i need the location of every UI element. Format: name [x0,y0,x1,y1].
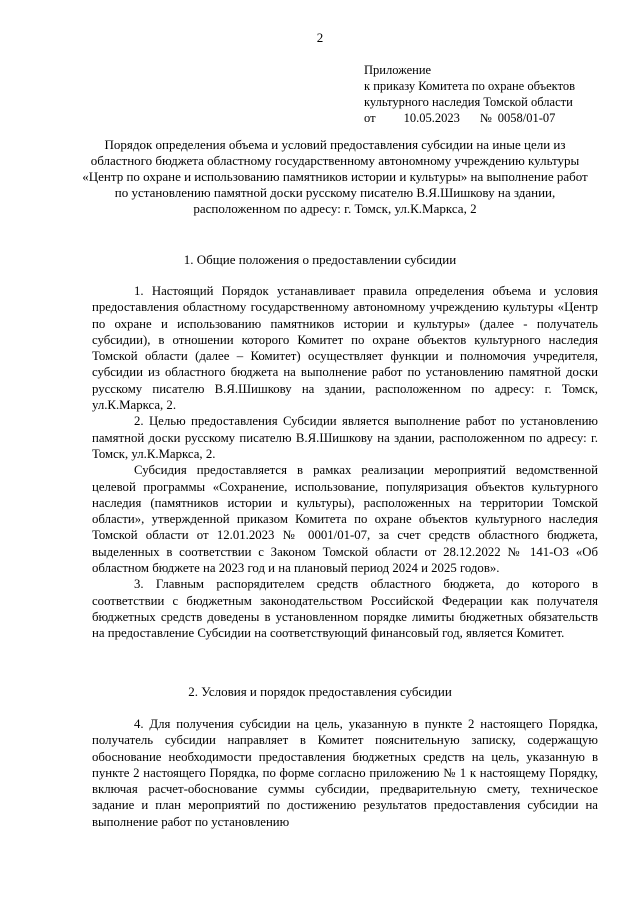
order-number-sign: № [479,111,492,125]
order-from-label: от [364,111,376,125]
paragraph-1: 1. Настоящий Порядок устанавливает правила определения объема и условия предоставления областному государственному автономному учреждению культуры «Центр по охране и использованию памятников истории и культуры» (далее - получатель субсидии), в отношении которого Комитет по охране объектов культурного наследия Томской области (далее – Комитет) осуществляет функции и полномочия учредителя, субсидии из областного бюджета на выполнение работ по установлению памятной доски русскому писателю В.Я.Шишкову на здании, расположенном по адресу: г. Томск, ул.К.Маркса, 2. [92,284,598,413]
document-title: Порядок определения объема и условий предоставления субсидии на иные цели из областного бюджета областному государственному автономному учреждению культуры «Центр по охране и использованию памятников истории и культуры» на выполнение работ по установлению памятной доски русскому писателю В.Я.Шишкову на здании, расположенном по адресу: г. Томск, ул.К.Маркса, 2 [82,137,588,216]
section-2-body [92,716,598,830]
paragraph-3: 3. Главным распорядителем средств областного бюджета, до которого в соответствии с бюджетным законодательством Российской Федерации как получателя бюджетных средств доведены в установленном порядке лимиты бюджетных обязательств на предоставление Субсидии на соответствующий финансовый год, является Комитет. [92,577,598,641]
section-2-heading: 2. Условия и порядок предоставления субсидии [188,684,452,699]
section-1-heading: 1. Общие положения о предоставлении субсидии [183,252,457,267]
appendix-block [364,62,634,126]
appendix-order-ref: к приказу Комитета по охране объектов [364,79,576,93]
order-number: 0058/01-07 [497,111,556,125]
appendix-authority: культурного наследия Томской области [364,95,573,109]
page-number: 2 [316,30,324,45]
paragraph-4: 4. Для получения субсидии на цель, указанную в пункте 2 настоящего Порядка, получатель субсидии направляет в Комитет пояснительную записку, содержащую обоснование необходимости предоставления бюджетных средств на цель, указанную в пункте 2 настоящего Порядка, по форме согласно приложению № 1 к настоящему Порядку, включая расчет-обоснование суммы субсидии, предварительную смету, техническое задание и план мероприятий по достижению результатов предоставления субсидии на выполнение работ по установлению [92,717,598,829]
paragraph-2: 2. Целью предоставления Субсидии является выполнение работ по установлению памятной доски русскому писателю В.Я.Шишкову на здании, расположенном по адресу: г. Томск, ул.К.Маркса, 2. [92,414,598,461]
paragraph-2-subsidy: Субсидия предоставляется в рамках реализации мероприятий ведомственной целевой программы «Сохранение, использование, популяризация объектов культурного наследия (памятников истории и культуры), расположенных на территории Томской области», утвержденной приказом Комитета по охране объектов культурного наследия Томской области от 12.01.2023 № 0001/01-07, за счет средств областного бюджета, выделенных в соответствии с Законом Томской области от 28.12.2022 № 141-ОЗ «Об областном бюджете на 2023 год и на плановый период 2024 и 2025 годов». [92,463,598,576]
order-date: 10.05.2023 [403,111,460,125]
order-date-number-row [364,110,634,126]
section-1-body [92,283,598,642]
appendix-label: Приложение [364,63,432,77]
